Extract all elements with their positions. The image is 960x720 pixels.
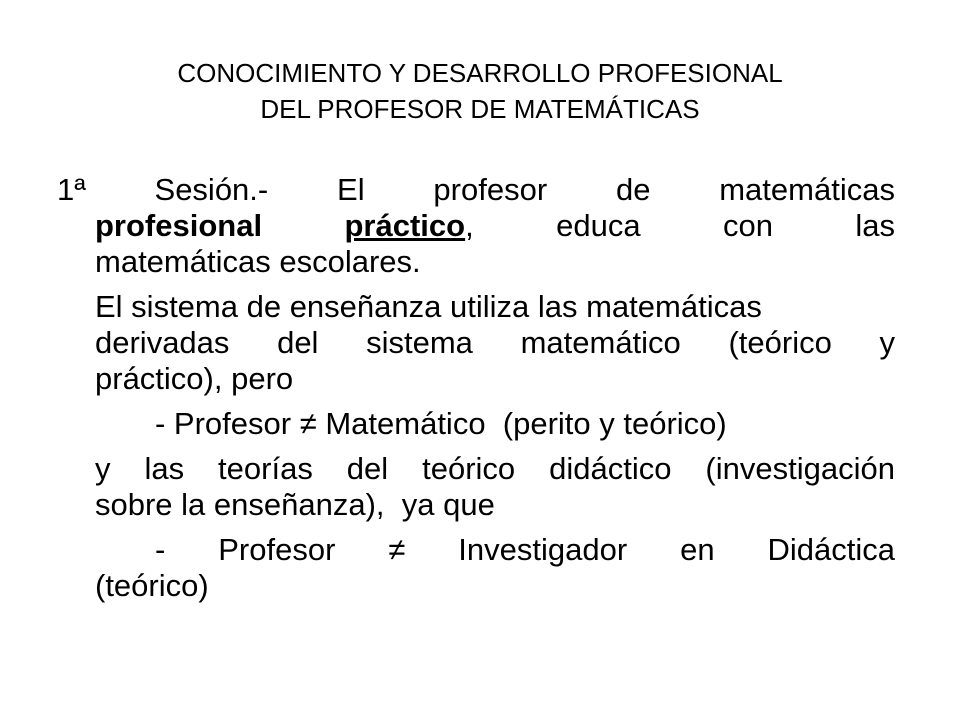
session-label: Sesión.- (154, 172, 269, 207)
list-item-2-line-1 (155, 532, 895, 568)
word: Didáctica (767, 532, 895, 567)
word: matemático (520, 325, 681, 360)
session-line-3: matemáticas escolares. (95, 244, 421, 279)
word: y (95, 451, 111, 486)
word: - (155, 532, 166, 567)
word-el: El (337, 172, 365, 207)
word-las: las (855, 208, 895, 243)
emphasis-practico: práctico (344, 208, 466, 243)
word: teorías (218, 451, 313, 486)
word-matematicas: matemáticas (719, 172, 895, 207)
word-con: con (722, 208, 773, 243)
word: sistema (366, 325, 473, 360)
not-equal-sign: ≠ (388, 532, 406, 567)
word: Investigador (458, 532, 628, 567)
paragraph-3-line-1 (95, 451, 895, 487)
word: del (346, 451, 389, 486)
paragraph-2-line-3: práctico), pero (95, 361, 294, 396)
word: (investigación (705, 451, 895, 486)
title-line-1: CONOCIMIENTO Y DESARROLLO PROFESIONAL (177, 58, 783, 88)
word: didáctico (549, 451, 672, 486)
word-profesor: profesor (433, 172, 548, 207)
session-line-2 (95, 208, 895, 244)
word: del (277, 325, 319, 360)
slide-title (95, 55, 865, 127)
word: (teórico (728, 325, 832, 360)
word-de: de (615, 172, 651, 207)
word: en (680, 532, 715, 567)
word: Profesor (218, 532, 336, 567)
emphasis-profesional: profesional (95, 208, 263, 243)
session-line-1 (57, 172, 895, 208)
list-item-1: - Profesor ≠ Matemático (perito y teórico) (155, 406, 727, 441)
title-line-2: DEL PROFESOR DE MATEMÁTICAS (260, 94, 700, 124)
word: derivadas (95, 325, 230, 360)
word: y (879, 325, 895, 360)
word: las (144, 451, 185, 486)
paragraph-3-line-2: sobre la enseñanza), ya que (95, 487, 495, 522)
list-item-2-line-2: (teórico) (95, 568, 209, 603)
word: teórico (422, 451, 516, 486)
paragraph-2-line-1: El sistema de enseñanza utiliza las matemáticas (95, 289, 762, 324)
comma: , (465, 208, 474, 243)
paragraph-2-line-2 (95, 325, 895, 361)
session-number: 1ª (57, 172, 86, 207)
word-educa: educa (556, 208, 641, 243)
